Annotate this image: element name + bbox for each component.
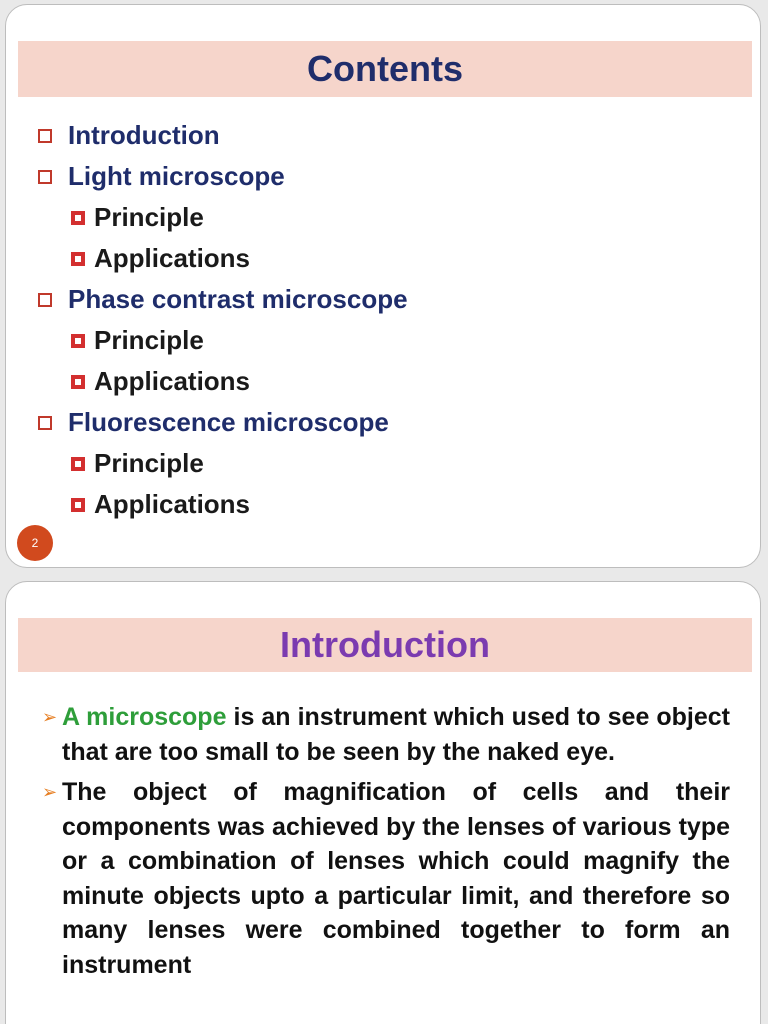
list-item xyxy=(38,402,408,443)
bullet-paragraph xyxy=(42,775,730,982)
bullet-paragraph xyxy=(42,700,730,769)
intro-bullet-list xyxy=(42,700,730,988)
checkbox-bullet-icon xyxy=(38,416,52,430)
list-item-label: Principle xyxy=(94,202,204,232)
square-bullet-icon xyxy=(71,211,85,225)
list-item-label: Principle xyxy=(94,448,204,478)
list-subitem xyxy=(38,443,408,484)
slide-contents xyxy=(5,4,761,568)
arrow-bullet-icon: ➢ xyxy=(42,782,58,802)
contents-list xyxy=(38,115,408,525)
list-item xyxy=(38,279,408,320)
page-number-badge: 2 xyxy=(17,525,53,561)
highlighted-term: A microscope xyxy=(62,703,227,731)
square-bullet-icon xyxy=(71,375,85,389)
list-item-label: Principle xyxy=(94,325,204,355)
list-item-label: Introduction xyxy=(68,120,220,150)
slide-title: Introduction xyxy=(18,618,752,672)
list-item-label: Applications xyxy=(94,489,251,519)
list-item-label: Fluorescence microscope xyxy=(68,407,389,437)
checkbox-bullet-icon xyxy=(38,293,52,307)
square-bullet-icon xyxy=(71,457,85,471)
square-bullet-icon xyxy=(71,334,85,348)
list-item xyxy=(38,115,408,156)
list-item-label: Phase contrast microscope xyxy=(68,284,408,314)
list-subitem xyxy=(38,361,408,402)
checkbox-bullet-icon xyxy=(38,129,52,143)
list-item-label: Applications xyxy=(94,243,251,273)
slide-title: Contents xyxy=(18,41,752,97)
list-subitem xyxy=(38,320,408,361)
bullet-text: The object of magnification of cells and their components was achieved by the lenses of various type or a combination of lenses which could magnify the minute objects upto a particular limit, and therefore so many lenses were combined together to form an instrument xyxy=(62,778,730,979)
slide-introduction xyxy=(5,581,761,1024)
list-item xyxy=(38,156,408,197)
list-item-label: Light microscope xyxy=(68,161,285,191)
list-subitem xyxy=(38,484,408,525)
square-bullet-icon xyxy=(71,252,85,266)
list-subitem xyxy=(38,197,408,238)
list-subitem xyxy=(38,238,408,279)
bullet-text: is an instrument which used to see object that are too small to be seen by the naked eye. xyxy=(62,703,730,766)
square-bullet-icon xyxy=(71,498,85,512)
checkbox-bullet-icon xyxy=(38,170,52,184)
list-item-label: Applications xyxy=(94,366,251,396)
arrow-bullet-icon: ➢ xyxy=(42,707,58,727)
